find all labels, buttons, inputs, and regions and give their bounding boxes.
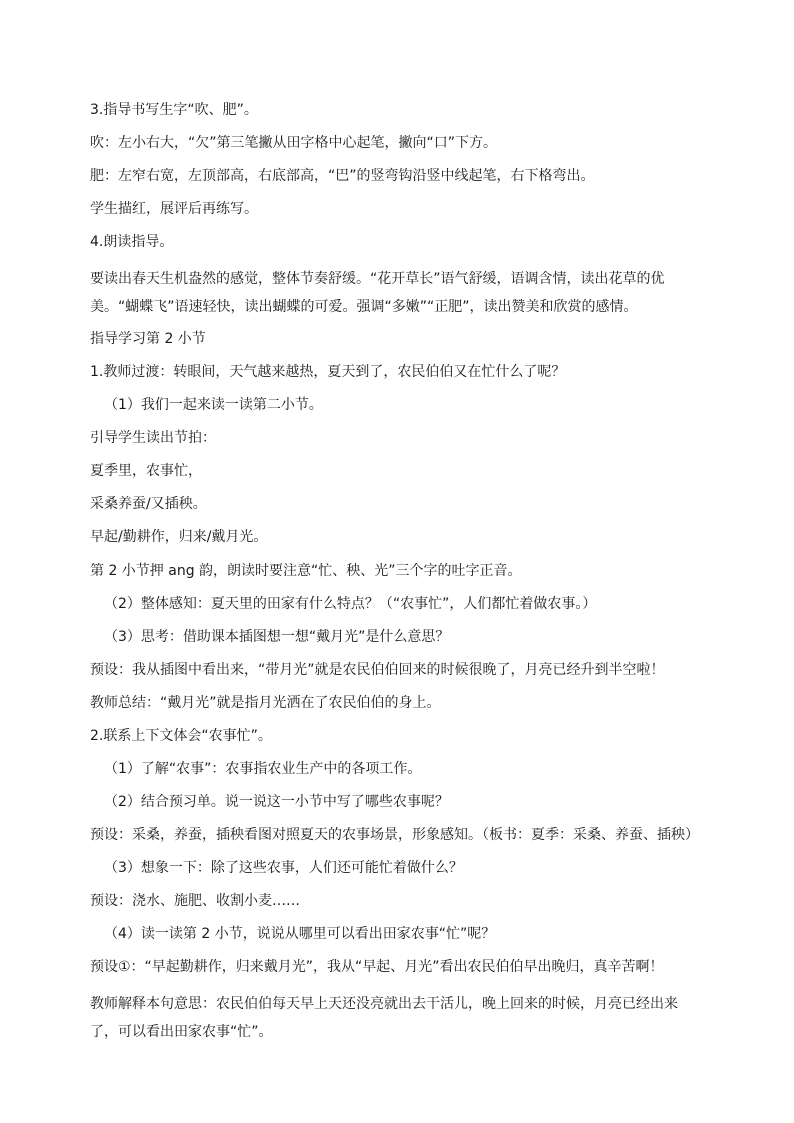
teacher-summary: 教师总结：“戴月光”就是指月光洒在了农民伯伯的身上。 [90, 695, 441, 711]
char-fei-guide: 肥：左窄右宽，左顶部高，右底部高，“巴”的竖弯钩沿竖中线起笔，右下格弯出。 [90, 168, 595, 184]
sub-item-5: （2）结合预习单。说一说这一小节中写了哪些农事呢？ [104, 794, 449, 810]
reading-guide: 要读出春天生机盎然的感觉，整体节奏舒缓。“花开草长”语气舒缓，语调含情，读出花草的优美。“蝴蝶飞”语速轻快，读出蝴蝶的可爱。强调“多嫩”“正肥”，读出赞美和欣赏的感情。 [90, 271, 665, 315]
char-chui-guide: 吹：左小右大，“欠”第三笔撇从田字格中心起笔，撇向“口”下方。 [90, 135, 498, 151]
step-3-heading: 3.指导书写生字“吹、肥”。 [90, 102, 258, 118]
sub-item-6: （3）想象一下：除了这些农事，人们还可能忙着做什么？ [104, 860, 463, 876]
rhythm-intro: 引导学生读出节拍： [90, 430, 216, 446]
teacher-transition: 1.教师过渡：转眼间，天气越来越热，夏天到了，农民伯伯又在忙什么了呢？ [90, 364, 566, 380]
section-2-heading: 指导学习第 2 小节 [90, 331, 206, 347]
sub-item-3: （3）思考：借助课本插图想一想“戴月光”是什么意思？ [104, 629, 450, 645]
preset-answer-4: 预设①：“早起勤耕作，归来戴月光”，我从“早起、月光”看出农民伯伯早出晚归，真辛苦啊！ [90, 959, 664, 975]
poem-line-1: 夏季里，农事忙， [90, 463, 202, 479]
preset-answer-2: 预设：采桑，养蚕，插秧看图对照夏天的农事场景，形象感知。（板书：夏季：采桑、养蚕、插秧） [90, 827, 699, 843]
poem-line-3: 早起/勤耕作，归来/戴月光。 [90, 529, 268, 545]
teacher-explanation: 教师解释本句意思：农民伯伯每天早上天还没亮就出去干活儿，晚上回来的时候，月亮已经出来了，可以看出田家农事“忙”。 [90, 996, 678, 1040]
step-4-heading: 4.朗读指导。 [90, 234, 174, 250]
poem-line-2: 采桑养蚕/又插秧。 [90, 496, 207, 512]
sub-item-2: （2）整体感知：夏天里的田家有什么特点？（“农事忙”，人们都忙着做农事。） [104, 596, 597, 612]
preset-answer-3: 预设：浇水、施肥、收割小麦…… [90, 893, 300, 909]
sub-item-4: （1）了解“农事”：农事指农业生产中的各项工作。 [104, 761, 422, 777]
preset-answer-1: 预设：我从插图中看出来，“带月光”就是农民伯伯回来的时候很晚了，月亮已经升到半空啦！ [90, 662, 665, 678]
sub-item-7: （4）读一读第 2 小节，说说从哪里可以看出田家农事“忙”呢？ [104, 926, 496, 942]
rhyme-note: 第 2 小节押 ang 韵，朗读时要注意“忙、秧、光”三个字的吐字正音。 [90, 563, 522, 579]
sub-item-1: （1）我们一起来读一读第二小节。 [104, 397, 323, 413]
step-2-heading: 2.联系上下文体会“农事忙”。 [90, 728, 272, 744]
practice-note: 学生描红，展评后再练写。 [90, 201, 258, 217]
